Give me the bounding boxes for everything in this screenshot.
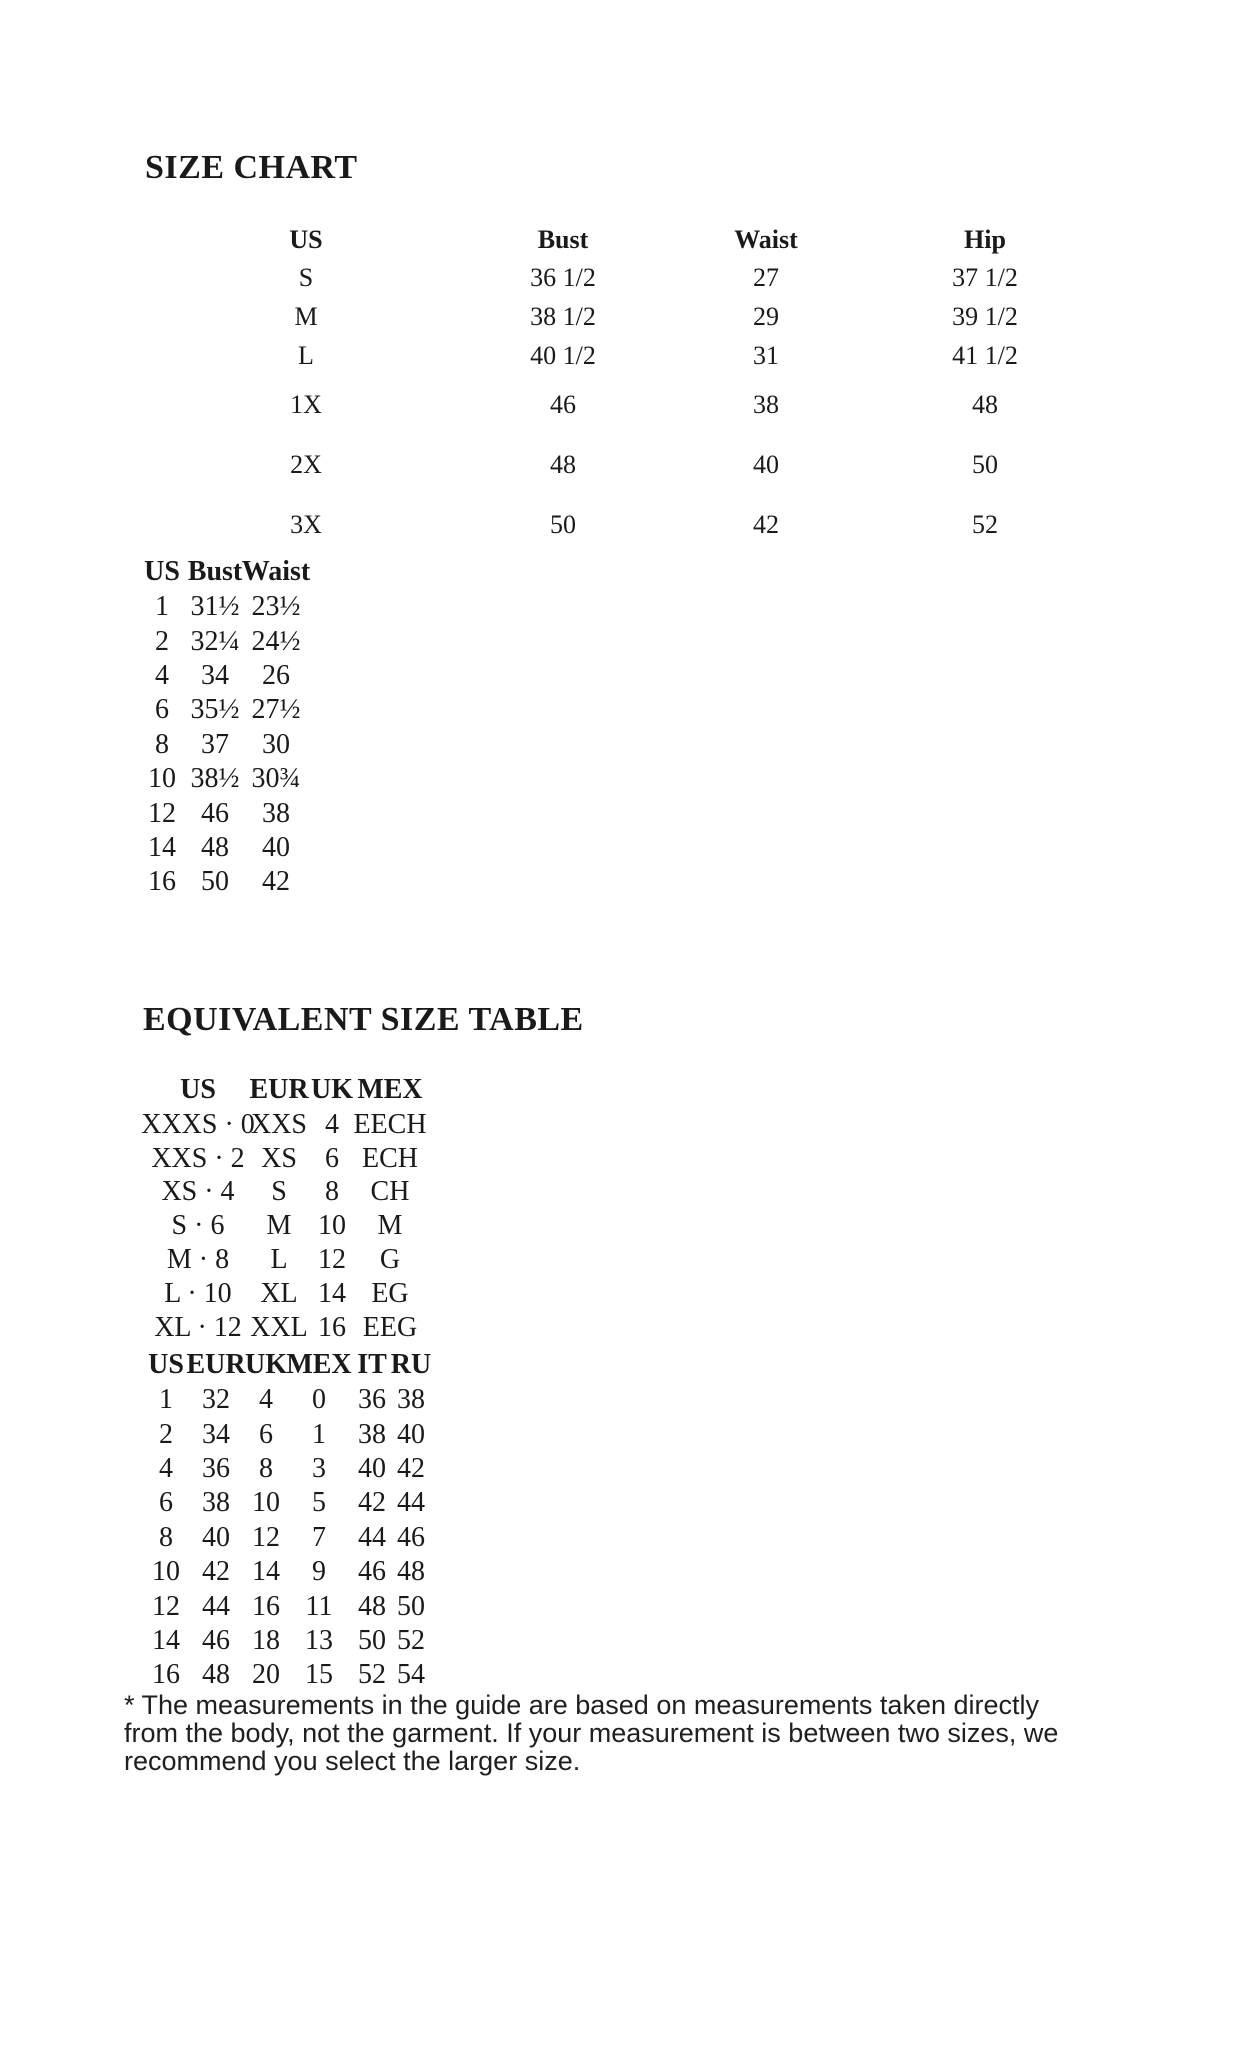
table-cell: 42 [262,866,290,898]
column-header: MEX [357,1074,423,1105]
equivalent-numeric-size-table [148,1347,432,1693]
table-row [180,336,1132,375]
table-cell: 46 [202,1624,230,1656]
table-row [148,1486,432,1520]
table-cell: L · 10 [164,1277,232,1309]
table-cell: 50 [358,1624,386,1656]
column-header: UK [311,1074,353,1105]
table-row [148,1624,432,1658]
size-chart-title: SIZE CHART [145,149,358,186]
table-row [138,865,308,899]
numeric-size-table [138,554,311,900]
table-cell: 27½ [251,694,301,726]
table-cell: 10 [152,1556,180,1588]
table-row [148,1589,432,1623]
table-cell: 31½ [190,591,240,623]
table-cell: XS [261,1142,297,1174]
table-cell: 1X [290,390,322,419]
table-cell: 46 [550,390,576,419]
table-cell: 14 [148,831,176,863]
table-cell: 29 [753,301,779,331]
table-row [148,1452,432,1486]
table-header-row [148,1347,432,1383]
table-cell: 2X [290,450,322,479]
table-cell: M · 8 [166,1244,230,1276]
table-cell: 42 [753,510,779,539]
table-cell: 24½ [251,625,301,657]
column-header: Bust [187,556,243,587]
table-row [150,1209,428,1243]
table-row [180,375,1132,435]
table-cell: 52 [397,1624,425,1656]
table-cell: EECH [353,1108,427,1140]
table-cell: 31 [753,340,779,370]
table-cell: 40 [358,1452,386,1484]
table-cell: 14 [252,1556,280,1588]
table-cell: 10 [148,763,176,795]
table-cell: 36 [358,1384,386,1416]
table-cell: 16 [252,1590,280,1622]
table-cell: L [298,340,314,370]
column-header: US [180,1074,216,1105]
table-cell: 15 [305,1659,333,1691]
column-header: UK [245,1349,287,1380]
table-cell: 1 [155,591,169,623]
table-row [180,495,1132,555]
table-cell: 8 [259,1452,273,1484]
table-cell: 44 [397,1487,425,1519]
column-header: EUR [249,1074,309,1105]
table-cell: 16 [318,1311,346,1343]
table-cell: 40 [202,1521,230,1553]
column-header: MEX [286,1349,352,1380]
table-cell: 36 [202,1452,230,1484]
column-header: EUR [186,1349,246,1380]
table-header-row [138,554,311,590]
table-cell: 38 [358,1418,386,1450]
table-cell: 12 [252,1521,280,1553]
table-cell: 6 [325,1142,339,1174]
table-cell: L [270,1244,288,1276]
table-cell: 8 [325,1176,339,1208]
table-cell: XXS [250,1108,307,1140]
table-header-row [150,1072,428,1108]
table-cell: 5 [312,1487,326,1519]
column-header: RU [390,1349,432,1380]
table-cell: 44 [202,1590,230,1622]
table-cell: M [266,1210,292,1242]
table-cell: 14 [318,1277,346,1309]
table-row [180,258,1132,297]
table-cell: 12 [318,1244,346,1276]
equivalent-letter-size-table [141,1072,428,1345]
table-cell: 6 [259,1418,273,1450]
table-cell: 32¼ [190,625,240,657]
table-cell: 4 [155,659,169,691]
table-row [180,435,1132,495]
table-row [138,728,308,762]
table-cell: 52 [358,1659,386,1691]
column-header: US [148,1349,184,1380]
table-cell: 10 [252,1487,280,1519]
table-cell: 48 [201,831,229,863]
table-header-row [180,222,1132,258]
table-cell: 12 [152,1590,180,1622]
table-cell: 34 [201,659,229,691]
table-row [150,1142,428,1176]
table-cell: 38 [397,1384,425,1416]
table-row [148,1383,432,1417]
table-cell: 4 [259,1384,273,1416]
table-cell: XXL [250,1311,308,1343]
table-cell: 7 [312,1521,326,1553]
table-cell: 42 [397,1452,425,1484]
table-cell: 48 [202,1659,230,1691]
table-cell: 4 [325,1108,339,1140]
table-cell: S [298,262,314,292]
table-cell: 37 [201,728,229,760]
equivalent-size-table-title: EQUIVALENT SIZE TABLE [143,1001,584,1038]
table-cell: 2 [159,1418,173,1450]
table-row [150,1243,428,1277]
table-cell: 6 [159,1487,173,1519]
table-row [138,659,308,693]
table-cell: ECH [362,1142,418,1174]
table-row [150,1311,428,1345]
table-cell: 38 [753,390,779,419]
table-row [141,1108,428,1142]
table-cell: 37 1/2 [952,262,1018,292]
table-cell: XL · 12 [154,1311,242,1343]
table-cell: 0 [312,1384,326,1416]
table-cell: G [379,1244,401,1276]
table-cell: 8 [155,728,169,760]
table-cell: 48 [972,390,998,419]
table-cell: 20 [252,1659,280,1691]
table-cell: 46 [397,1521,425,1553]
table-cell: 48 [550,450,576,479]
table-row [138,831,308,865]
table-cell: XL [260,1277,298,1309]
table-cell: 1 [159,1384,173,1416]
table-cell: 26 [262,659,290,691]
letter-size-table [180,222,1132,555]
table-cell: 2 [155,625,169,657]
table-row [138,762,308,796]
table-row [148,1417,432,1451]
table-cell: 52 [972,510,998,539]
column-header: US [144,556,180,587]
footnote-line: from the body, not the garment. If your measurement is between two sizes, we [124,1718,1059,1748]
table-cell: 11 [305,1590,333,1622]
table-cell: 1 [312,1418,326,1450]
table-cell: XXXS · 0 [141,1108,255,1140]
table-cell: 46 [201,797,229,829]
table-cell: 38 [202,1487,230,1519]
table-cell: 41 1/2 [952,340,1018,370]
table-row [180,297,1132,336]
column-header: Hip [964,225,1006,254]
table-cell: 50 [972,450,998,479]
table-cell: 32 [202,1384,230,1416]
table-cell: 40 [397,1418,425,1450]
table-cell: XS · 4 [161,1176,235,1208]
table-cell: EEG [362,1311,418,1343]
table-cell: 14 [152,1624,180,1656]
table-cell: 40 1/2 [530,340,596,370]
table-cell: 34 [202,1418,230,1450]
column-header: IT [357,1349,387,1380]
table-cell: 27 [753,262,779,292]
measurement-footnote [124,1691,1058,1775]
table-cell: CH [370,1176,410,1208]
column-header: Waist [734,225,798,254]
table-cell: 30¾ [251,763,301,795]
table-cell: 48 [397,1556,425,1588]
table-cell: 38½ [190,763,240,795]
table-cell: 38 [262,797,290,829]
table-cell: 6 [155,694,169,726]
table-cell: 36 1/2 [530,262,596,292]
column-header: Bust [537,225,589,254]
table-cell: S · 6 [171,1210,225,1242]
table-row [148,1658,432,1692]
table-row [148,1521,432,1555]
table-cell: 16 [152,1659,180,1691]
table-row [138,693,308,727]
table-cell: EG [371,1277,409,1309]
table-row [138,624,308,658]
footnote-line: * The measurements in the guide are based on measurements taken directly [124,1690,1040,1720]
table-cell: 4 [159,1452,173,1484]
table-cell: 42 [358,1487,386,1519]
table-row [150,1277,428,1311]
table-row [148,1555,432,1589]
table-cell: 42 [202,1556,230,1588]
table-cell: 8 [159,1521,173,1553]
table-cell: 10 [318,1210,346,1242]
table-cell: 44 [358,1521,386,1553]
table-cell: 3 [312,1452,326,1484]
table-cell: 54 [397,1659,425,1691]
table-cell: S [271,1176,287,1208]
table-cell: M [377,1210,403,1242]
table-row [138,796,308,830]
footnote-line: recommend you select the larger size. [124,1746,581,1776]
table-cell: 50 [397,1590,425,1622]
table-cell: 39 1/2 [952,301,1018,331]
table-cell: 50 [201,866,229,898]
table-cell: 48 [358,1590,386,1622]
table-cell: 16 [148,866,176,898]
table-cell: 13 [305,1624,333,1656]
table-cell: 12 [148,797,176,829]
column-header: Waist [241,556,311,587]
table-cell: 40 [753,450,779,479]
table-cell: 3X [290,510,322,539]
table-cell: XXS · 2 [151,1142,245,1174]
table-cell: 9 [312,1556,326,1588]
table-cell: 35½ [190,694,240,726]
table-row [138,590,308,624]
table-cell: 38 1/2 [530,301,596,331]
table-cell: 23½ [251,591,301,623]
table-cell: M [294,301,318,331]
table-row [150,1176,428,1210]
table-cell: 30 [262,728,290,760]
column-header: US [289,225,323,254]
table-cell: 40 [262,831,290,863]
table-cell: 18 [252,1624,280,1656]
table-cell: 50 [550,510,576,539]
table-cell: 46 [358,1556,386,1588]
